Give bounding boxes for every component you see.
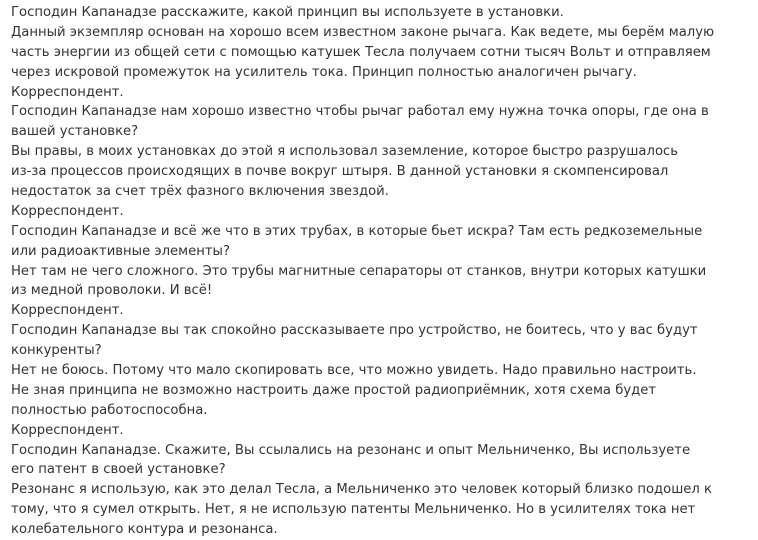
text-line: Данный экземпляр основан на хорошо всем известном законе рычага. Как ведете, мы берём малую	[11, 24, 715, 40]
text-line: недостаток за счет трёх фазного включения звездой.	[11, 184, 389, 200]
interview-text	[11, 3, 751, 540]
text-line: колебательного контура и резонанса.	[11, 522, 278, 538]
text-line: или радиоактивные элементы?	[11, 243, 230, 259]
text-line: вашей установке?	[11, 124, 139, 140]
text-line: тому, что я сумел открыть. Нет, я не использую патенты Мельниченко. Но в усилителях тока нет	[11, 502, 696, 518]
text-line: Господин Капанадзе нам хорошо известно чтобы рычаг работал ему нужна точка опоры, где она в	[11, 104, 709, 120]
text-line: через искровой промежуток на усилитель тока. Принцип полностью аналогичен рычагу.	[11, 64, 637, 80]
text-line: Господин Капанадзе вы так спокойно рассказываете про устройство, не боитесь, что у вас будут	[11, 323, 698, 339]
text-line: Нет там не чего сложного. Это трубы магнитные сепараторы от станков, внутри которых катушки	[11, 263, 707, 279]
text-line: полностью работоспособна.	[11, 402, 208, 418]
text-line: Не зная принципа не возможно настроить даже простой радиоприёмник, хотя схема будет	[11, 382, 657, 398]
text-line: Господин Капанадзе и всё же что в этих трубах, в которые бьет искра? Там есть редкоземельные	[11, 223, 703, 239]
text-line: Корреспондент.	[11, 303, 124, 319]
text-line: из медной проволоки. И всё!	[11, 283, 213, 299]
text-line: Господин Капанадзе расскажите, какой принцип вы используете в установки.	[11, 5, 564, 20]
text-line: Резонанс я использую, как это делал Тесла, а Мельниченко это человек который близко подошел к	[11, 482, 712, 498]
text-line: Нет не боюсь. Потому что мало скопировать все, что можно увидеть. Надо правильно настроить.	[11, 363, 697, 379]
text-line: Господин Капанадзе. Скажите, Вы ссылались на резонанс и опыт Мельниченко, Вы используете	[11, 442, 691, 458]
text-line: его патент в своей установке?	[11, 462, 226, 478]
text-line: Корреспондент.	[11, 422, 124, 438]
text-line: Корреспондент.	[11, 84, 124, 100]
text-line: конкуренты?	[11, 343, 102, 359]
text-line: часть энергии из общей сети с помощью катушек Тесла получаем сотни тысяч Вольт и отправляем	[11, 44, 711, 60]
text-line: из-за процессов происходящих в почве вокруг штыря. В данной установки я скомпенсировал	[11, 164, 669, 180]
text-line: Корреспондент.	[11, 203, 124, 219]
text-line: Вы правы, в моих установках до этой я использовал заземление, которое быстро разрушалось	[11, 144, 679, 160]
